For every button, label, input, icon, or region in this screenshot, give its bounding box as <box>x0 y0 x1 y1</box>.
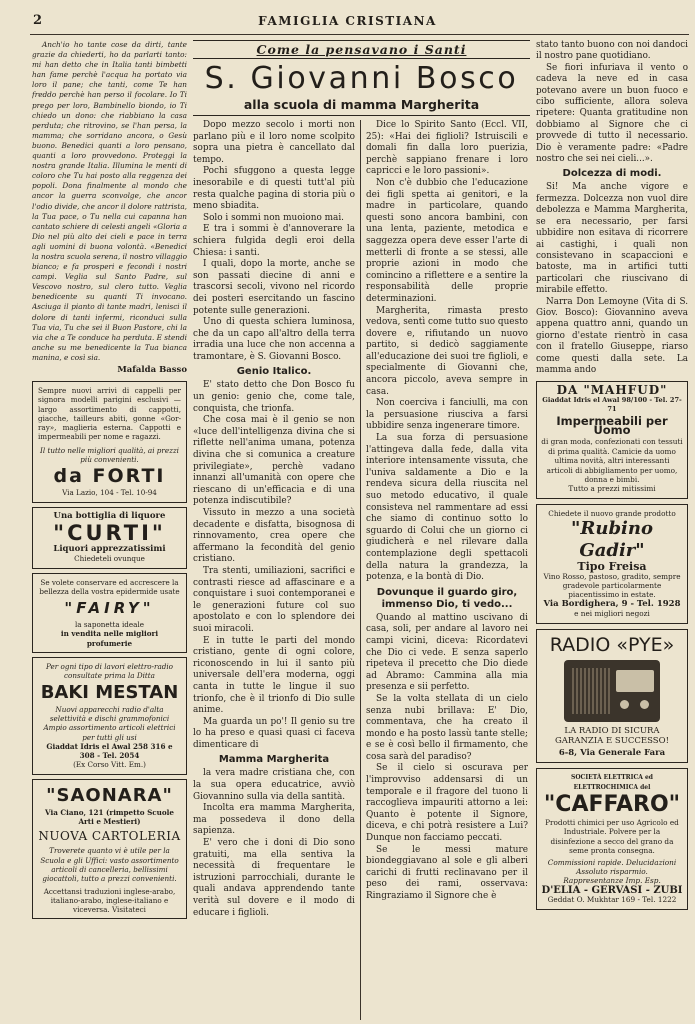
ad-forti-text: Sempre nuovi arrivi di cappelli per signora modelli parigini esclusivi — largo assortimento di cappotti, giacche, tailleurs abiti, gonne «Gor-ray», maglieria esterna. Cappotti e impermeabili per nome e ragazzi. <box>38 386 181 442</box>
ad-mahfud-text: di gran moda, confezionati con tessuti di prima qualità. Camicie da uomo ultima novità, altri interessanti articoli di abbigliamento per uomo, donna e bimbi. <box>541 437 683 485</box>
paragraph: Se le messi mature biondeggiavano al sole e gli alberi carichi di frutti reclinavano per il peso dei rami, osservava: Ringraziamo il Signore che è <box>366 844 528 901</box>
paragraph: Pochi sfuggono a questa legge inesorabile e di questi tutt'al più resta qualche pagina di storia più o meno sbiadita. <box>193 166 355 212</box>
ad-forti-slogan: Il tutto nelle migliori qualità, ai prezzi più convenienti. <box>40 445 179 465</box>
feature-article <box>193 40 530 1022</box>
ad-fairy-brand: "FAIRY" <box>64 599 155 618</box>
paragraph: Se il cielo si oscurava per l'improvviso addensarsi di un temporale e il fragore del tuono li raccoglieva impauriti attorno a lei: Quanto è potente il Signore, diceva, e chi potrà resistere a Lui? Dunque non facciamo peccati. <box>366 763 528 844</box>
paragraph: Dopo mezzo secolo i morti non parlano più e il loro nome scolpito sopra una pietra è cancellato dal tempo. <box>193 120 355 165</box>
ad-fairy <box>32 573 187 653</box>
paragraph: Uno di questa schiera luminosa, che da un capo all'altro della terra irradia una luce che non accenna a tramontare, è S. Giovanni Bosco. <box>193 317 355 362</box>
paragraph: Se fiori infuriava il vento o cadeva la neve ed in casa potevano avere un buon fuoco e cibo sufficiente, allora soleva ripetere: Quanta gratitudine non dobbiamo al Signore che ci provvede di tutto il necessario. Dio è veramente padre: «Padre nostro che sei nei cieli...». <box>536 62 688 165</box>
paragraph: I quali, dopo la morte, anche se son passati diecine di anni e trascorsi secoli, vivono nel ricordo dei posteri esercitando un fascino potente sulle generazioni. <box>193 259 355 316</box>
letter-text: Anch'io ho tante cose da dirti, tante grazie da chiederti, ho da parlarti tanto: mi han detto che in Italia tanti bimbetti han fame perchè l'acqua ha portato via loro il pane; che tanti, come Te han freddo perchè han perso il focolare. Io Ti prego per loro, Bambinello biondo, io Ti chiedo un dono: che riabbiano la casa perduta; che ritrovino, se l'han persa, la mamma; che sorridano ancora, o Gesù buono. Benedici quanti a loro pensano, quanti a loro provvedono. Proteggi la nostra grande Italia. Illumina le menti di coloro che Tu hai posto alla reggenza dei popoli. Dona finalmente al mondo che ancor la guerra sconvolge, che ancor l'odio divide, che ancor il dolore rattrista, la Tua pace, o Tu nella cui capanna han cantato schiere di celesti angeli «Gloria a Dio nel più alto dei cieli e pace in terra agli uomini di buona volontà. «Benedici la nostra scuola serena, il nostro villaggio bianco; e fa prosperi e fecondi i nostri campi. Veglia sul Santo Padre, sul Vescovo nostro, sul clero tutto. Veglia benedicente su quanti Ti invocano. Asciuga il pianto di tante madri, lenisci il dolore di tanti infermi, riconduci sulla Tua via, Tu che sei il Buon Pastore, chi la via che a Te conduce ha perduta. E stendi anche su me benedicente la Tua bianca manina, e così sia. <box>32 40 187 362</box>
ad-saonara <box>32 779 187 920</box>
ad-pye-slogan: LA RADIO DI SICURA GARANZIA E SUCCESSO! <box>555 725 669 747</box>
paragraph: Si! Ma anche vigore e fermezza. Dolcezza non vuol dire debolezza e Mamma Margherita, se era necessario, per farsi ubbidire non esitava di ricorrere ai castighi, i quali non consistevano in scapaccioni e batoste, ma in artifici tutti particolari che riuscivano di mirabile effetto. <box>536 182 688 296</box>
ad-caffaro-text: Prodotti chimici per uso Agricolo ed Industriale. Polvere per la disinfezione a secco del grano da seme pronta consegna. <box>545 817 679 856</box>
ad-gadir-intro: Chiedete il nuovo grande prodotto <box>548 508 676 518</box>
ad-mahfud-brand: DA "MAHFUD" <box>556 383 668 398</box>
section-heading-dovunque: Dovunque il guardo giro, immenso Dio, ti vedo... <box>376 586 518 610</box>
ad-pye <box>536 629 688 763</box>
left-column <box>32 40 187 1020</box>
paragraph: Quando al mattino uscivano di casa, soli, per andare al lavoro nei campi vicini, diceva: Ricordatevi che Dio ci vede. E senza saperlo ripeteva il precetto che Dio diede ad Abramo: Cammina alla mia presenza e sii perfetto. <box>366 612 528 693</box>
paragraph: La sua forza di persuasione l'attingeva dalla fede, dalla vita interiore intensamente vissuta, che l'univa saldamente a Dio e la rendeva sicura della riuscita nel suo metodo educativo, il quale consisteva nel rammentare ad essi che siamo di continuo sotto lo sguardo di Colui che un giorno ci giudicherà e nel rilevare dalla contemplazione degli spettacoli della natura la grandezza, la potenza, e la bontà di Dio. <box>366 433 528 583</box>
ad-caffaro-note: Commissioni rapide. Delucidazioni Assoluto risparmio. <box>547 857 677 876</box>
ad-mahfud-address: Giaddat Idris el Awal 98/100 - Tel. 27-71 <box>542 395 682 414</box>
ad-pye-brand: RADIO «PYE» <box>549 633 675 656</box>
paragraph: Margherita, rimasta presto vedova, sentì come tutto suo questo dovere e, rifiutando un nuovo partito, si dedicò saggiamente all'educazione dei suoi tre figlioli, e specialmente di Giovanni che, ancora piccolo, aveva sempre in casa. <box>366 305 528 397</box>
ad-baki-text: Per ogni tipo di lavori elettro-radio consultate prima la Ditta <box>46 662 173 681</box>
ad-caffaro-agents: D'ELIA - GERVASI - ZUBI <box>541 884 683 896</box>
article-columns <box>193 120 530 1020</box>
paragraph: Che cosa mai è il genio se non «luce dell'intelligenza divina che si riflette nell'anima umana, potenza divina che si comunica a creature privilegiate», perchè vadano innanzi all'umanità con opere che riescano di un'efficacia e di una potenza indiscutibile? <box>193 415 355 507</box>
ad-gadir-type: Tipo Freisa <box>577 560 647 574</box>
ad-caffaro-rep: Rappresentanze Imp. Esp. <box>563 876 661 886</box>
ad-caffaro-address: Geddat O. Mukhtar 169 - Tel. 1222 <box>547 895 677 905</box>
ad-gadir-address: Via Bordighera, 9 - Tel. 1928 <box>543 598 681 609</box>
paragraph: Ma guarda un po'! Il genio su tre lo ha preso e quasi quasi ci faceva dimenticare di <box>193 716 355 750</box>
ad-fairy-note: in vendita nelle migliori profumerie <box>60 629 159 648</box>
section-heading-genio: Genio Italico. <box>236 366 312 378</box>
ad-saonara-address: Via Ciano, 121 (rimpetto Scuole Arti e Mestieri) <box>45 807 174 827</box>
ad-forti <box>32 381 187 503</box>
paragraph: Incolta era mamma Margherita, ma possedeva il dono della sapienza. <box>193 803 355 837</box>
ad-baki-address: Giaddat Idris el Awal 258 316 e 308 - Tel. 2054 <box>46 741 173 761</box>
page-number: 2 <box>33 13 43 28</box>
masthead: FAMIGLIA CRISTIANA <box>258 14 437 28</box>
paragraph: E tra i sommi è d'annoverare la schiera fulgida degli eroi della Chiesa: i santi. <box>193 224 355 258</box>
ad-gadir-brand: "Rubino Gadir" <box>571 518 653 562</box>
ad-mahfud-note: Tutto a prezzi mitissimi <box>568 484 656 494</box>
ad-saonara-text2: Accettansi traduzioni inglese-arabo, italiano-arabo, inglese-italiano e viceversa. Visitateci <box>43 886 176 915</box>
ad-pye-address: 6-8, Via Generale Fara <box>558 747 666 758</box>
paragraph: Non c'è dubbio che l'educazione dei figli spetta ai genitori, e la madre in particolare, quando questi sono ancora bambini, con una lenta, paziente, metodica e saggezza opera deve esser l'arte di metterli di fronte a se stessi, alle proprie azioni in modo che comincino a riflettere e a sentire la responsabilità delle proprie determinazioni. <box>366 177 528 304</box>
page-header <box>0 0 695 36</box>
right-column <box>536 40 688 1020</box>
paragraph: stato tanto buono con noi dandoci il nostro pane quotidiano. <box>536 40 688 62</box>
ad-mahfud <box>536 381 688 498</box>
paragraph: Narra Don Lemoyne (Vita di S. Giov. Bosco): Giovannino aveva appena quattro anni, quando un giorno d'estate rientrò in casa con il fratello Giuseppe, riarso come questi dalla sete. La mamma ando <box>536 296 688 375</box>
ad-fairy-product: la saponetta ideale <box>75 620 144 630</box>
ad-forti-brand: da FORTI <box>53 465 166 488</box>
ad-curti-intro: Una bottiglia di liquore <box>53 510 166 521</box>
paragraph: E in tutte le parti del mondo cristiano, gente di ogni colore, riconoscendo in lui il santo più universale dell'era moderna, oggi canta in tutte le lingue il suo trionfo, che è il trionfo di Dio sulle anime. <box>193 635 355 716</box>
ad-caffaro-company: SOCIETÀ ELETTRICA ed ELETTROCHIMICA del <box>570 774 653 791</box>
article-title: S. Giovanni Bosco <box>204 61 519 96</box>
paragraph: Non coerciva i fanciulli, ma con la persuasione riusciva a farsi ubbidire senza ingenerare timore. <box>366 398 528 432</box>
paragraph: E' vero che i doni di Dio sono gratuiti, ma ella sentiva la necessità di frequentare le istruzioni parrocchiali, durante le quali andava apprendendo tante verità sul dovere e il modo di educare i figlioli. <box>193 838 355 918</box>
article-column-1 <box>193 120 355 1020</box>
ad-baki <box>32 657 187 775</box>
ad-forti-address: Via Lazio, 104 - Tel. 10-94 <box>62 488 157 498</box>
paragraph: E' stato detto che Don Bosco fu un genio: genio che, come tale, conquista, che trionfa. <box>193 380 355 414</box>
ad-saonara-brand: "SAONARA" <box>46 784 173 806</box>
ad-gadir <box>536 504 688 624</box>
paragraph: Tra stenti, umiliazioni, sacrifici e contrasti riesce ad affascinare e a conquistare i suoi contemporanei e le generazioni future col suo apostolato e con lo splendore dei suoi miracoli. <box>193 565 355 634</box>
ad-baki-desc2: Ampio assortimento articoli elettrici per tutti gli usi <box>43 723 176 742</box>
article-column-2 <box>366 120 528 1020</box>
article-subtitle: alla scuola di mamma Margherita <box>193 97 530 116</box>
paragraph: la vera madre cristiana che, con la sua opera educatrice, avviò Giovannino sulla via della santità. <box>193 768 355 802</box>
ad-curti <box>32 507 187 569</box>
header-rule <box>30 34 689 35</box>
ad-baki-address2: (Ex Corso Vitt. Em.) <box>73 760 146 770</box>
ad-saonara-shop: NUOVA CARTOLERIA <box>38 829 181 844</box>
ad-caffaro-brand: "CAFFARO" <box>543 791 681 817</box>
ad-fairy-text: Se volete conservare ed accrescere la bellezza della vostra epidermide usate <box>39 577 180 596</box>
ad-gadir-text: Vino Rosso, pastoso, gradito, sempre gradevole particolarmente piacentissimo in estate. <box>543 571 681 600</box>
column-divider <box>360 120 361 1020</box>
paragraph: Solo i sommi non muoiono mai. <box>203 212 344 223</box>
ad-curti-brand: "CURTI" <box>53 520 166 545</box>
section-heading-dolcezza: Dolcezza di modi. <box>562 168 662 180</box>
ad-curti-product: Liquori apprezzatissimi <box>53 543 166 554</box>
ad-gadir-note: e nei migliori negozi <box>574 609 650 619</box>
ad-saonara-text: Troverete quanto vi è utile per la Scuola e gli Uffici: vasto assortimento articoli di cancelleria, bellissimi giocattoli, tutto a prezzi convenienti. <box>40 846 179 884</box>
paragraph: Se la volta stellata di un cielo senza nubi brillava: E' Dio, commentava, che ha creato il mondo e ha posto lassù tante stelle; e se è così bello il firmamento, che cosa sarà del paradiso? <box>366 693 528 762</box>
paragraph: Vissuto in mezzo a una società decadente e disfatta, bisognosa di rinnovamento, crea opere che affermano la fecondità del genio cristiano. <box>193 508 355 565</box>
radio-illustration <box>564 660 660 722</box>
article-kicker: Come la pensavano i Santi <box>193 40 530 59</box>
letter-signature: Mafalda Basso <box>117 365 187 375</box>
ad-curti-note: Chiedeteli ovunque <box>74 554 145 564</box>
ad-baki-brand: BAKI MESTAN <box>40 681 179 703</box>
ad-mahfud-headline: Impermeabili per Uomo <box>556 413 668 437</box>
section-heading-mamma: Mamma Margherita <box>218 754 330 766</box>
ad-caffaro <box>536 768 688 909</box>
ad-baki-desc: Nuovi apparecchi radio d'alta selettività e dischi grammofonici <box>49 704 170 723</box>
paragraph: Dice lo Spirito Santo (Eccl. VII, 25): «Hai dei figlioli? Istruiscili e domali fin dalla loro puerizia, perchè sappiano frenare i loro capricci e le loro passioni». <box>366 120 528 177</box>
